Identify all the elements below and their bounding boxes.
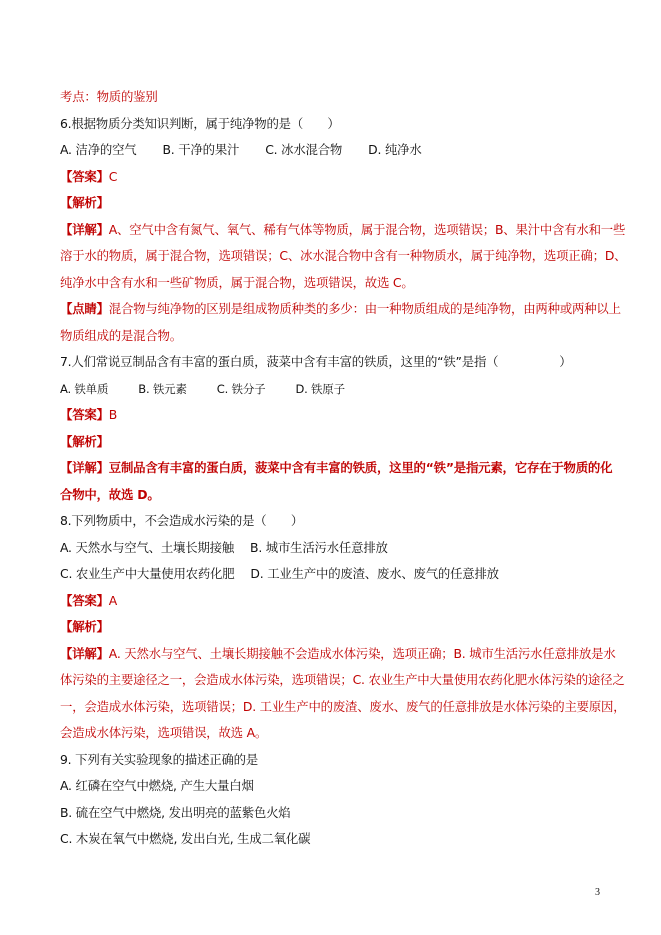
point-line: 物质组成的是混合物。 xyxy=(60,327,182,343)
analysis-heading: 【解析】 xyxy=(60,619,109,634)
page-number: 3 xyxy=(595,887,600,898)
analysis-heading: 【解析】 xyxy=(60,195,109,210)
detail-line: 纯净水中含有水和一些矿物质，属于混合物，选项错误，故选 C。 xyxy=(60,274,414,290)
point-line: 【点睛】混合物与纯净物的区别是组成物质种类的多少：由一种物质组成的是纯净物，由两种或两种以上 xyxy=(60,301,621,316)
detail-line: 【详解】A. 天然水与空气、土壤长期接触不会造成水体污染，选项正确；B. 城市生活污水任意排放是水 xyxy=(60,645,616,661)
question-7-options xyxy=(60,376,610,403)
option-a: A. 天然水与空气、土壤长期接触 xyxy=(60,539,235,555)
detail-line: 会造成水体污染，选项错误，故选 A。 xyxy=(60,725,268,740)
question-6-stem: 6.根据物质分类知识判断，属于纯净物的是（ ） xyxy=(60,115,340,131)
detail-line: 【详解】A、空气中含有氮气、氧气、稀有气体等物质，属于混合物，选项错误；B、果汁中含有水和一些 xyxy=(60,221,626,237)
question-8-options xyxy=(60,561,610,588)
question-8-stem: 8.下列物质中，不会造成水污染的是（ ） xyxy=(60,513,304,528)
question-7-stem: 7.人们常说豆制品含有丰富的蛋白质，菠菜中含有丰富的铁质，这里的“铁”是指（ ） xyxy=(60,354,572,369)
analysis-heading: 【解析】 xyxy=(60,433,109,449)
option-d: D. 铁原子 xyxy=(295,381,345,396)
option-c: C. 农业生产中大量使用农药化肥 xyxy=(60,566,235,581)
option-c: C. 木炭在氧气中燃烧, 发出白光, 生成二氧化碳 xyxy=(60,831,311,846)
answer: 【答案】B xyxy=(60,407,118,422)
detail-line: 溶于水的物质，属于混合物，选项错误；C、冰水混合物中含有一种物质水，属于纯净物，选项正确；D、 xyxy=(60,248,627,263)
option-a: A. 洁净的空气 xyxy=(60,142,137,157)
option-b: B. 铁元素 xyxy=(138,381,187,396)
question-9-stem: 9. 下列有关实验现象的描述正确的是 xyxy=(60,751,259,767)
option-b: B. 硫在空气中燃烧, 发出明亮的蓝紫色火焰 xyxy=(60,804,291,820)
answer: 【答案】A xyxy=(60,592,118,608)
option-d: D. 纯净水 xyxy=(368,142,422,157)
option-a: A. 红磷在空气中燃烧, 产生大量白烟 xyxy=(60,778,254,793)
detail-line: 合物中，故选 D。 xyxy=(60,486,160,502)
option-b: B. 城市生活污水任意排放 xyxy=(250,539,388,555)
option-b: B. 干净的果汁 xyxy=(162,142,240,157)
option-c: C. 冰水混合物 xyxy=(265,142,343,157)
detail-line: 【详解】豆制品含有丰富的蛋白质，菠菜中含有丰富的铁质，这里的“铁”是指元素，它存在于物质的化 xyxy=(60,460,613,475)
detail-line: 一，会造成水体污染，选项错误；D. 工业生产中的废渣、废水、废气的任意排放是水体污染的主要原因， xyxy=(60,698,626,714)
detail-line: 体污染的主要途径之一，会造成水体污染，选项错误；C. 农业生产中大量使用农药化肥水体污染的途径之 xyxy=(60,672,625,687)
option-a: A. 铁单质 xyxy=(60,381,109,396)
option-d: D. 工业生产中的废渣、废水、废气的任意排放 xyxy=(250,566,499,581)
answer: 【答案】C xyxy=(60,168,118,184)
exam-point: 考点：物质的鉴别 xyxy=(60,89,158,104)
question-6-options xyxy=(60,137,610,164)
option-c: C. 铁分子 xyxy=(216,381,266,396)
question-8-options xyxy=(60,535,610,562)
document-page xyxy=(60,84,627,853)
